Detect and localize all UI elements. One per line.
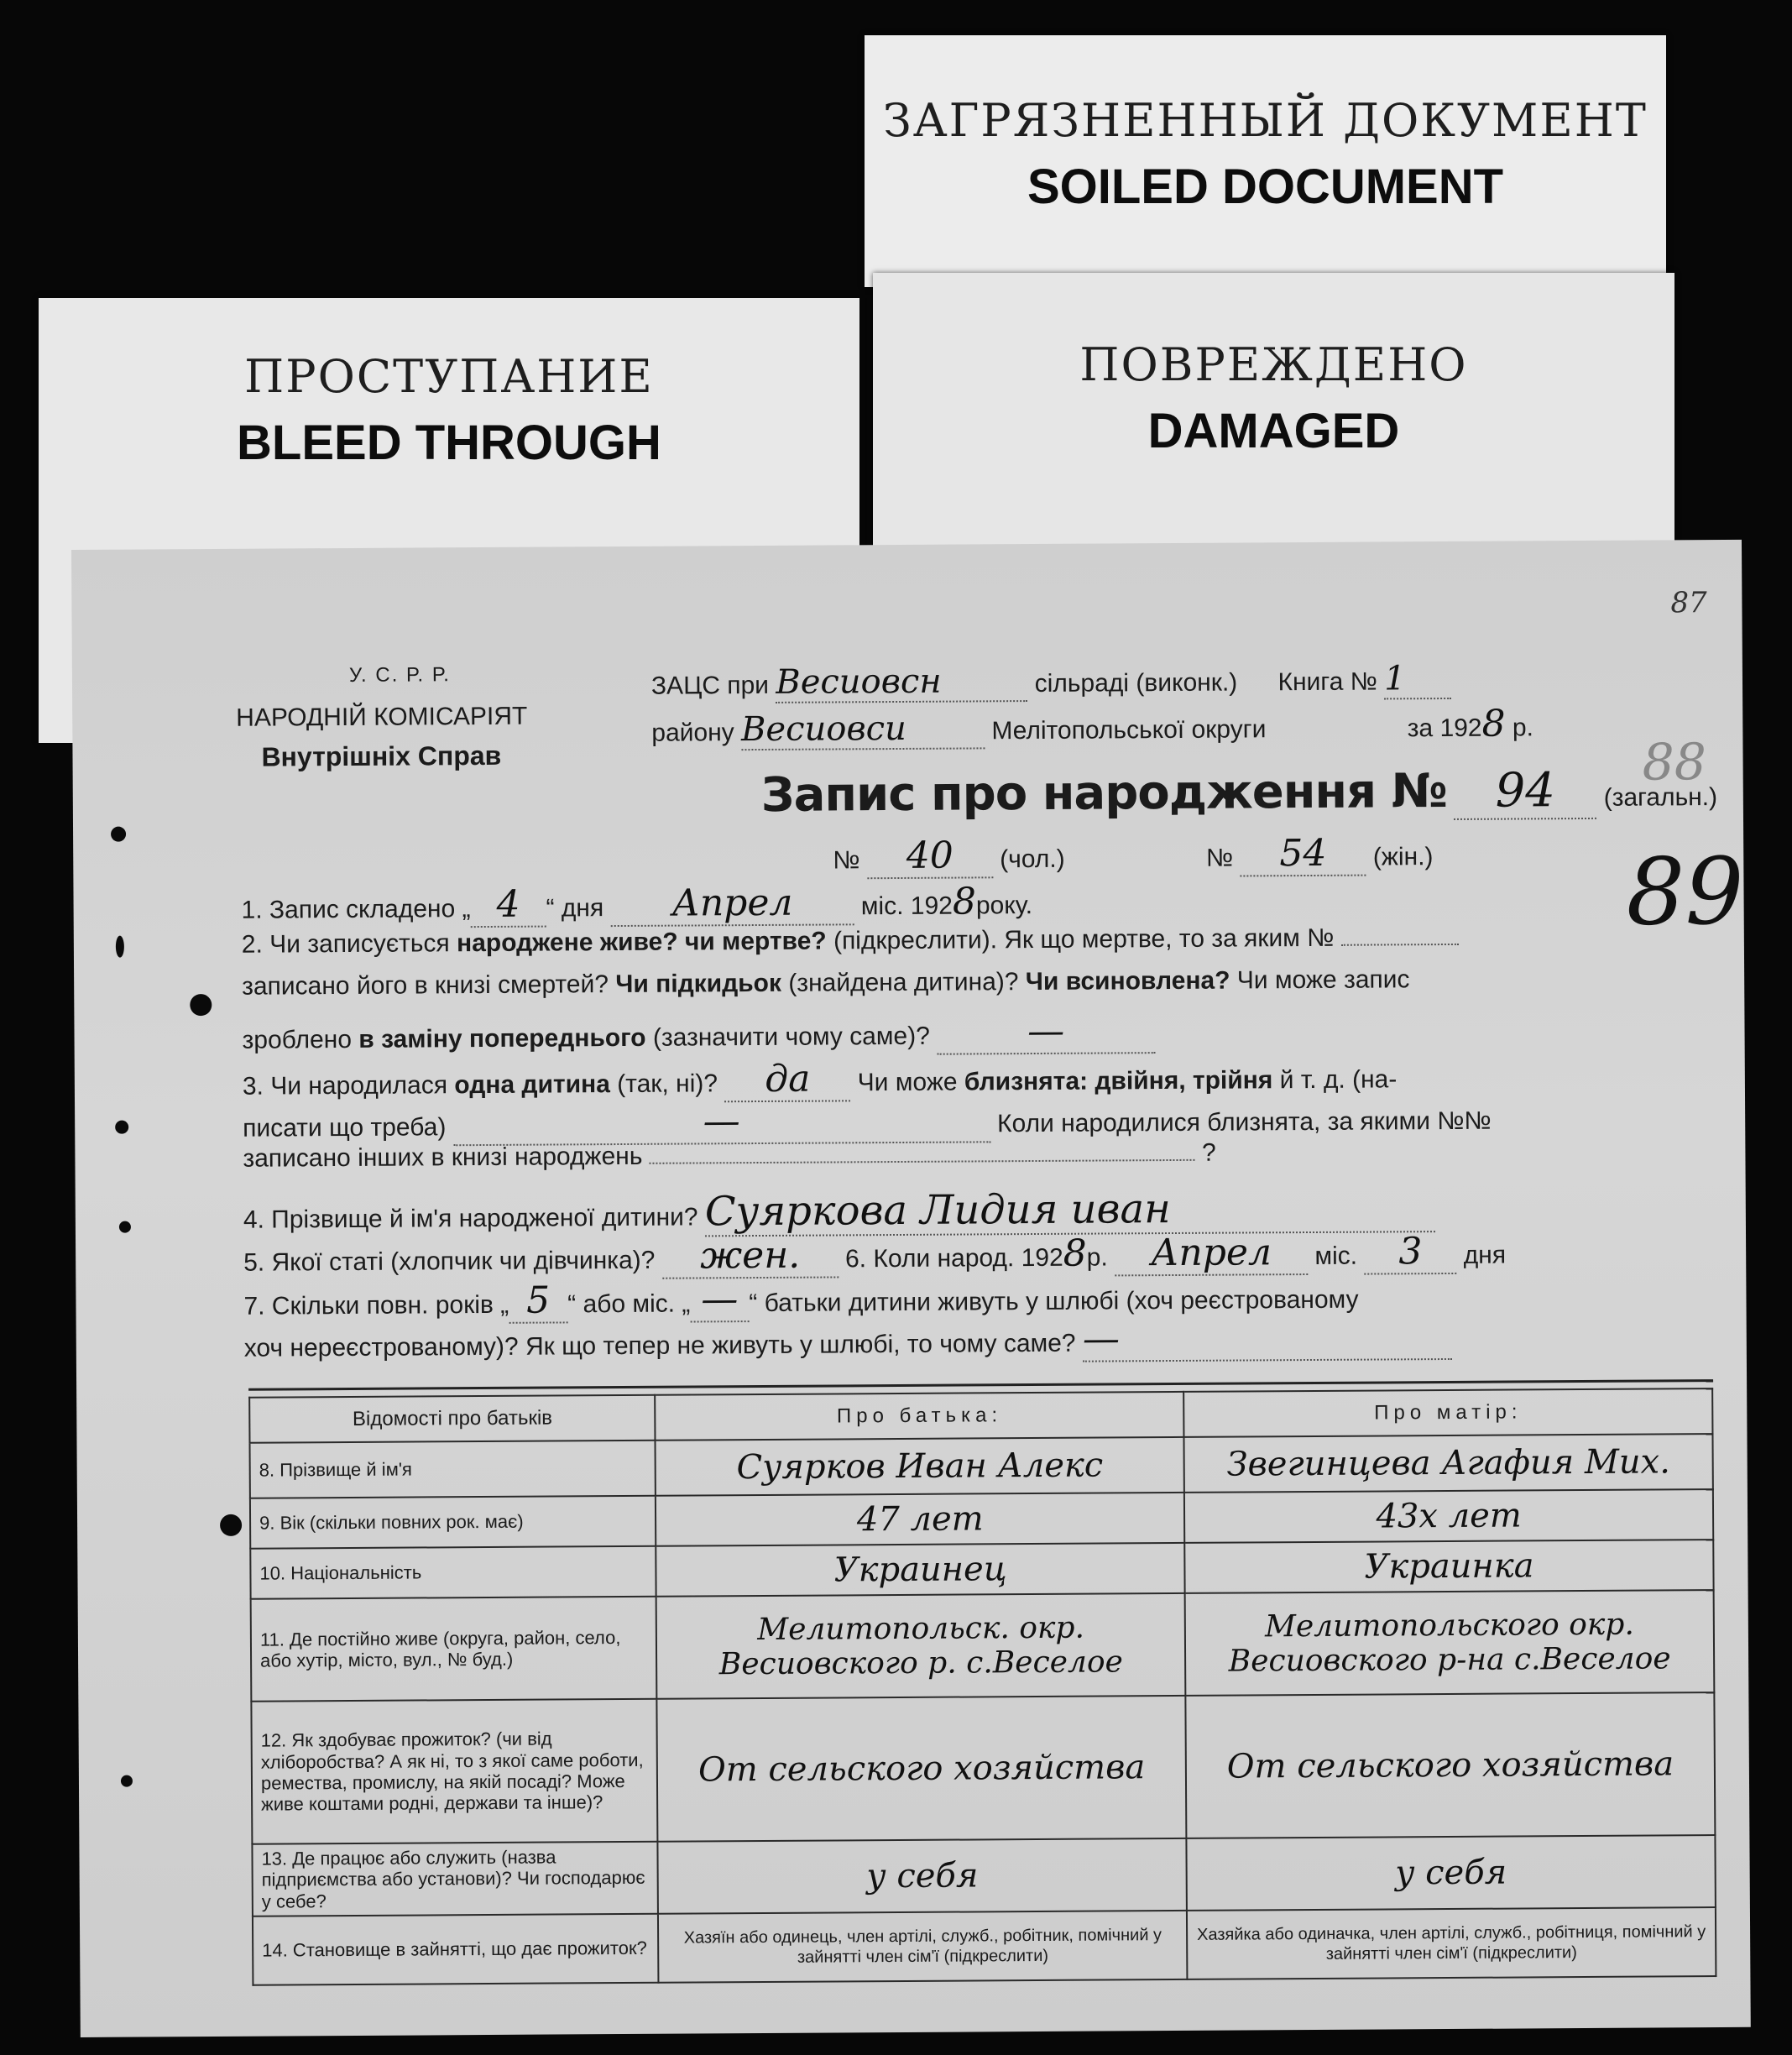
parents-table [248,1388,1716,1986]
q1-text-c: міс. 192 [860,892,953,921]
mother-name: Звегинцева Агафия Мих. [1226,1442,1671,1484]
mother-workplace: у себя [1395,1853,1507,1893]
row-label: 12. Як здобуває прожиток? (чи від хліборобства? А як ні, то з якої саме роботи, ремества, промислу, на якій посаді? Може живе коштами родні, держави та інше)? [251,1699,657,1844]
q2-text-h: Чи може запис [1236,965,1410,995]
row-label: 8. Прізвище й ім'я [250,1441,656,1498]
punch-hole [121,1775,133,1787]
q4-child-name: Суяркова Лидия иван [705,1184,1435,1237]
q6-text-c: міс. [1314,1242,1358,1270]
q2-text-b: народжене живе? чи мертве? [456,927,827,958]
q2-text-i: зроблено [242,1025,353,1054]
commissariat-label: НАРОДНІЙ КОМІСАРІЯТ [236,702,528,732]
zags-value: Весиовсн [776,661,1027,703]
father-workplace: у себя [866,1856,979,1896]
soiled-document-card [865,35,1666,287]
zags-prefix: ЗАЦС при [650,671,770,700]
table-row [251,1590,1715,1702]
mother-status: Хазяйка або одиначка, член артілі, служб., робітниця, помічний у зайнятті член сім'ї (підкреслити) [1187,1907,1716,1979]
year-suffix: р. [1512,714,1534,742]
row-label: 10. Національність [250,1546,656,1599]
header-father: Про батька: [656,1392,1184,1441]
q2-text-j: в заміну попереднього [358,1023,646,1054]
internal-affairs-label: Внутрішніх Справ [261,740,502,772]
book-value: 1 [1384,659,1451,699]
q3-text-e: близнята: двійня, трійня [964,1066,1273,1096]
q2-dots [1341,944,1459,946]
male-label: № [833,846,860,875]
table-row [250,1540,1713,1599]
punch-hole [119,1221,131,1233]
row-label: 11. Де постійно живе (округа, район, село, або хутір, місто, вул., № буд.) [251,1597,657,1702]
q3-text-d: Чи може [857,1068,958,1097]
mother-residence: Мелитопольского окр. Весиовского р-на с.Веселое [1228,1607,1671,1679]
mother-nationality: Украинка [1364,1546,1534,1587]
row-label: 14. Становище в зайнятті, що дає прожиток? [253,1914,659,1985]
q2-value: — [937,1009,1155,1055]
q2-line-1 [242,923,1459,960]
q3-text-f: й т. д. (на- [1279,1065,1398,1095]
q7-years: 5 [509,1278,567,1323]
q1-month: Апрел [610,881,854,927]
q3-text-j: ? [1202,1138,1216,1167]
q3-value: да [724,1057,850,1102]
q6-year: 8 [1063,1231,1087,1275]
mother-livelihood: От сельского хозяйства [1226,1744,1674,1786]
q2-text-c: (підкреслити). Як що мертве, то за яким № [833,923,1335,955]
q3-dots [650,1159,1195,1164]
q3-value-2: — [453,1098,990,1146]
punch-hole [116,936,124,958]
punch-hole [115,1121,128,1134]
margin-mark-89: 89 [1626,837,1744,946]
q3-text-c: (так, ні)? [617,1069,718,1099]
q7-text-a: 7. Скільки повн. років „ [243,1290,509,1320]
q3-text-h: Коли народилися близнята, за якими №№ [996,1106,1492,1138]
record-general: (загальн.) [1603,783,1718,812]
q6-text-d: дня [1463,1241,1507,1269]
female-suffix: (жін.) [1372,843,1434,871]
female-value: 54 [1240,832,1366,877]
zags-line [651,659,1451,704]
row-label: 9. Вік (скільки повних рок. має) [250,1496,656,1549]
male-value: 40 [867,834,993,879]
birth-record-sheet [71,540,1751,2037]
q2-text-k: (зазначити чому саме)? [652,1022,930,1052]
record-counts-line [833,831,1434,879]
soiled-ru: ЗАГРЯЗНЕННЫЙ ДОКУМЕНТ [883,94,1648,147]
record-title: Запис про народження № [760,763,1448,823]
father-age: 47 лет [856,1499,984,1540]
selrada-label: сільраді (виконк.) [1034,668,1238,698]
soiled-en: SOILED DOCUMENT [1027,159,1504,214]
q7-months: — [690,1278,749,1322]
district-value: Весиовси [741,709,985,750]
male-suffix: (чол.) [1000,844,1065,874]
punch-hole [190,994,212,1016]
punch-hole [111,827,126,842]
margin-mark-88: 88 [1642,733,1707,792]
q6-text-b: р. [1086,1243,1108,1272]
q3-text-a: 3. Чи народилася [242,1071,448,1101]
ussr-label: У. С. Р. Р. [348,663,452,687]
mother-age: 43х лет [1376,1496,1522,1536]
father-residence: Мелитопольск. окр. Весиовского р. с.Веселое [718,1610,1124,1682]
punch-hole [220,1514,242,1536]
q7-text-d: хоч нереєстрованому)? Як що тепер не живуть у шлюбі, то чому саме? [243,1329,1076,1362]
q7-value: — [1083,1315,1452,1362]
q3-text-i: записано інших в книзі народжень [243,1142,643,1173]
q3-line-3 [243,1139,1216,1174]
header-mother: Про матір: [1183,1388,1712,1437]
district-prefix: району [651,719,734,747]
father-status: Хазяїн або одинець, член артілі, служб., робітник, помічний у зайнятті член сім'ї (підкреслити) [658,1911,1187,1983]
q2-text-g: Чи всиновлена? [1025,966,1230,996]
q1-line [241,880,1032,929]
table-row [253,1907,1716,1985]
q1-text-d: року. [975,892,1033,920]
father-nationality: Украинец [833,1550,1007,1590]
father-livelihood: От сельского хозяйства [697,1748,1146,1790]
header-info: Відомості про батьків [249,1395,656,1443]
bleed-ru: ПРОСТУПАНИЕ [244,350,654,403]
okrug-label: Мелітопольської округи [991,715,1267,745]
q1-text: 1. Запис складено „ [241,895,471,924]
q5-sex: жен. [662,1233,839,1278]
q3-line-2 [243,1095,1492,1148]
q4-text: 4. Прізвище й ім'я народженої дитини? [243,1203,698,1234]
damaged-ru: ПОВРЕЖДЕНО [1079,338,1468,391]
q2-line-3 [242,1009,1155,1059]
table-row [251,1692,1715,1844]
q1-day: 4 [470,883,546,928]
q3-text-g: писати що треба) [243,1113,447,1143]
q7-text-c: “ батьки дитини живуть у шлюбі (хоч реєстрованому [749,1285,1359,1318]
corner-mark: 87 [1670,586,1707,620]
q1-text-b: “ дня [546,894,604,923]
q2-text-f: (знайдена дитина)? [788,968,1019,997]
q3-text-b: одна дитина [454,1070,611,1100]
q2-text-d: записано його в книзі смертей? [242,970,609,1001]
q1-year: 8 [952,880,977,923]
q6-day: 3 [1364,1230,1456,1275]
record-number: 94 [1454,763,1596,820]
district-line [651,702,1533,750]
bleed-en: BLEED THROUGH [237,416,661,470]
table-row [250,1489,1713,1549]
year-value: 8 [1481,702,1506,745]
q2-text-e: Чи підкидьок [615,969,782,999]
q2-text-a: 2. Чи записується [241,929,450,959]
row-label: 13. Де працює або служить (назва підприємства або установи)? Чи господарює у себе? [252,1842,658,1916]
q7-line-2 [244,1315,1452,1367]
table-row [252,1835,1715,1916]
female-label: № [1205,844,1234,872]
father-name: Суярков Иван Алекс [736,1446,1104,1488]
q2-line-2 [242,965,1409,1001]
table-row [250,1434,1713,1498]
damaged-card [873,273,1674,575]
book-label: Книга № [1277,667,1377,697]
q7-text-b: “ або міс. „ [567,1289,691,1319]
q6-month: Апрел [1115,1231,1308,1276]
year-prefix: за 192 [1407,714,1482,743]
record-title-line [761,762,1718,824]
damaged-en: DAMAGED [1147,404,1400,458]
q5-text: 5. Якої статі (хлопчик чи дівчинка)? [243,1246,656,1277]
q6-text-a: 6. Коли народ. 192 [844,1243,1063,1273]
